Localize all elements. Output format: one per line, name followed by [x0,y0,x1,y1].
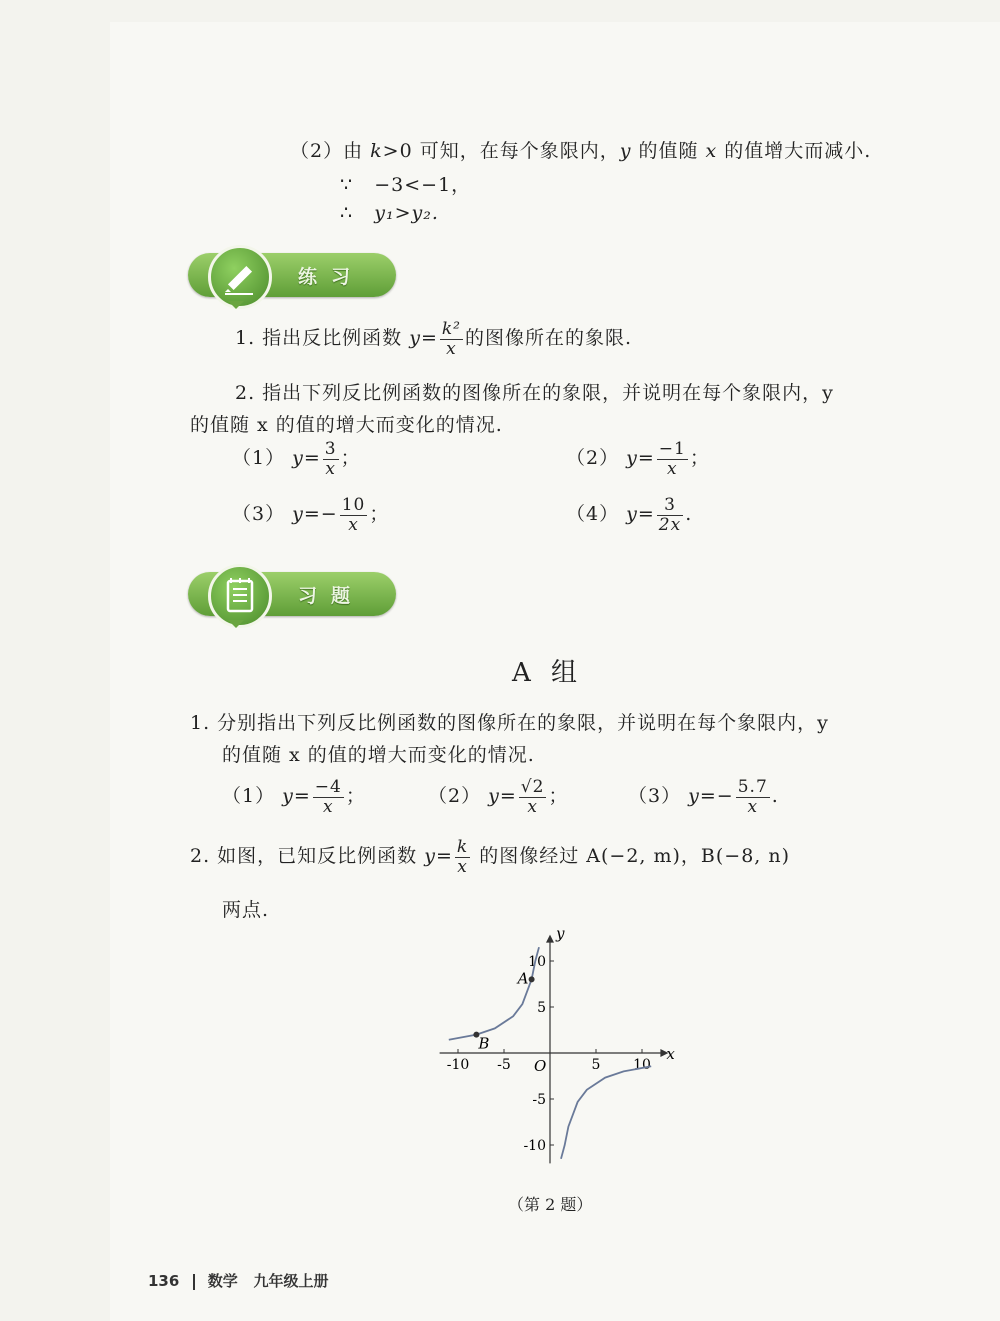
solution-line-1: （2）由 k>0 可知，在每个象限内，y 的值随 x 的值增大而减小. [290,140,872,162]
group-a-q2-line2: 两点. [222,899,270,921]
hyperbola-chart [420,915,690,1175]
y-tick-label: -5 [532,1092,546,1108]
curve-branch-1 [449,947,539,1039]
group-a-item-1: （1） y= $\frac{-4}{x}$ ； [222,777,366,817]
x-tick-label: -10 [446,1057,470,1073]
group-a-title: A 组 [512,658,584,688]
y-axis-label: y [556,924,565,943]
practice-q2-line1: 2. 指出下列反比例函数的图像所在的象限，并说明在每个象限内，y [235,382,834,404]
group-a-item-3: （3） y=− $\frac{5.7}{x}$ . [628,777,779,817]
practice-item-1: （1） y= $\frac{3}{x}$ ； [232,439,361,479]
practice-banner-label: 练习 [298,266,365,288]
footer-book: 九年级上册 [253,1272,329,1290]
practice-q2-line2: 的值随 x 的值的增大而变化的情况. [190,414,503,436]
x-tick-label: 5 [591,1057,601,1073]
x-tick-label: -5 [497,1057,511,1073]
pencil-icon [208,245,272,309]
notebook-icon [208,564,272,628]
exercise-banner [188,572,396,616]
exercise-banner-label: 习题 [298,585,365,607]
point-label-A: A [517,969,529,988]
page-number: 136 [148,1272,180,1290]
because-line: ∵ −3<−1， [340,174,472,196]
group-a-q1-line2: 的值随 x 的值的增大而变化的情况. [222,744,535,766]
figure-caption: （第 2 题） [508,1195,593,1214]
therefore-line: ∴ y₁>y₂. [340,202,439,224]
curve-branch-2 [561,1066,651,1159]
practice-item-3: （3） y=− $\frac{10}{x}$ ； [232,495,390,535]
y-tick-label: -10 [523,1138,546,1154]
x-tick-label: 10 [633,1057,651,1073]
practice-banner [188,253,396,297]
footer [148,1270,328,1291]
practice-item-2: （2） y= $\frac{-1}{x}$ ； [566,439,710,479]
point-label-B: B [478,1034,490,1053]
y-axis-arrow [546,935,554,943]
group-a-q2-line1: 2. 如图，已知反比例函数 y= $\frac{k}{x}$ 的图像经过 A(−2, m)，B(−8, n) [190,837,791,877]
footer-subject: 数学 [207,1272,238,1290]
group-a-q1-line1: 1. 分别指出下列反比例函数的图像所在的象限，并说明在每个象限内，y [190,712,829,734]
y-tick-label: 5 [537,1000,546,1016]
point-A [529,976,535,982]
practice-q1: 1. 指出反比例函数 y= $\frac{\text{k²}}{x}$ 的图像所在的象限. [235,319,633,359]
group-a-item-2: （2） y= $\frac{√2}{x}$ ； [428,777,569,817]
practice-item-4: （4） y= $\frac{3}{2x}$ . [566,495,693,535]
y-tick-label: 10 [528,954,546,970]
x-axis-label: x [666,1045,675,1063]
origin-label: O [534,1057,547,1075]
